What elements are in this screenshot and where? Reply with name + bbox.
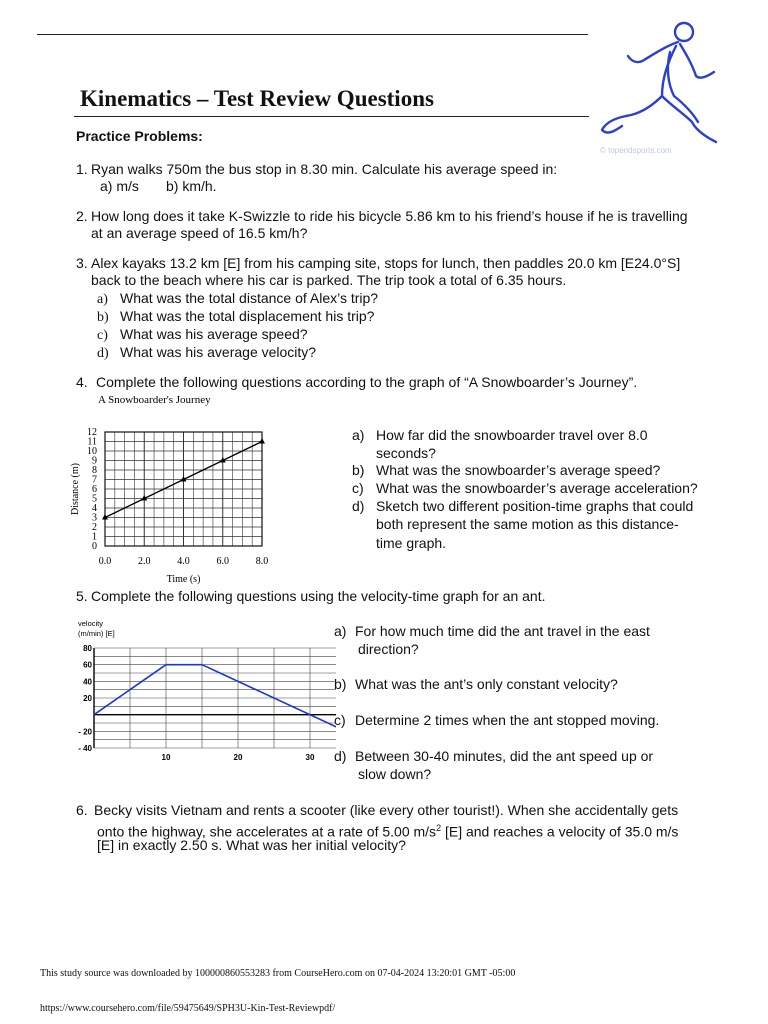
sub-question	[352, 461, 660, 479]
x-axis-label: Time (s)	[166, 574, 201, 585]
chart-title: A Snowboarder's Journey	[98, 394, 211, 406]
x-tick-label: 2.0	[138, 556, 151, 567]
question-1-options	[100, 177, 217, 195]
sub-question-text: seconds?	[376, 445, 436, 461]
question-number: 1.	[76, 161, 88, 177]
question-1	[76, 160, 558, 178]
y-tick-label: 2	[92, 522, 97, 533]
runner-logo-icon	[596, 18, 726, 146]
top-rule	[37, 34, 588, 35]
sub-question-text: What was his average speed?	[120, 326, 308, 342]
footer-download-note: This study source was downloaded by 100000860553283 from CourseHero.com on 07-04-2024 13:20:01 GMT -05:00	[40, 968, 516, 979]
y-axis-label-line1: velocity	[78, 619, 104, 628]
sub-question-text: direction?	[358, 641, 419, 657]
sub-question	[352, 479, 698, 497]
x-tick-label: 0.0	[98, 556, 112, 567]
sub-question	[334, 622, 650, 640]
sub-question-letter: a)	[352, 427, 365, 443]
sub-question	[352, 497, 693, 515]
y-tick-label: 12	[87, 427, 97, 438]
q6-superscript: 2	[436, 823, 442, 833]
sub-question-text: For how much time did the ant travel in the east	[355, 623, 650, 639]
sub-question-letter: c)	[97, 328, 108, 343]
sub-question	[334, 675, 618, 693]
y-tick-label: 0	[92, 541, 97, 552]
sub-question-letter: b)	[352, 462, 365, 478]
question-number: 5.	[76, 588, 88, 604]
y-tick-label: - 40	[78, 744, 92, 753]
question-3	[76, 254, 681, 272]
y-tick-label: 5	[92, 493, 97, 505]
question-text: Alex kayaks 13.2 km [E] from his camping site, stops for lunch, then paddles 20.0 km [E24.0°S]	[91, 255, 681, 271]
sub-question-text: Sketch two different position-time graphs that could	[376, 498, 694, 514]
y-tick-label: - 20	[78, 727, 92, 737]
question-text: How long does it take K-Swizzle to ride his bicycle 5.86 km to his friend’s house if he is travelling	[91, 208, 688, 224]
y-tick-label: 1	[92, 531, 97, 543]
sub-question	[352, 534, 446, 552]
sub-question-text: What was the total displacement his trip?	[120, 308, 375, 324]
snowboarder-chart	[62, 390, 282, 590]
question-2-line-2: at an average speed of 16.5 km/h?	[91, 225, 308, 241]
y-tick-label: 3	[92, 512, 97, 524]
footer-url[interactable]: https://www.coursehero.com/file/59475649/SPH3U-Kin-Test-Reviewpdf/	[40, 1003, 336, 1014]
question-3-line-2: back to the beach where his car is parked. The trip took a total of 6.35 hours.	[91, 272, 567, 288]
x-tick-label: 6.0	[216, 556, 229, 567]
question-text: Complete the following questions according to the graph of “A Snowboarder’s Journey”.	[96, 374, 638, 390]
sub-question-text: time graph.	[376, 535, 447, 551]
sub-question	[334, 640, 419, 658]
sub-question-text: What was his average velocity?	[120, 344, 317, 360]
question-6-line-3: [E] in exactly 2.50 s. What was her initial velocity?	[97, 837, 406, 853]
question-2	[76, 207, 688, 225]
sub-question-letter: a)	[97, 292, 108, 307]
y-axis-label: Distance (m)	[70, 463, 81, 515]
sub-question-text: both represent the same motion as this distance-	[376, 516, 679, 532]
sub-question-text: How far did the snowboarder travel over 8.0	[376, 427, 648, 443]
sub-question	[334, 765, 431, 783]
y-tick-label: 20	[83, 694, 92, 703]
sub-question	[97, 325, 308, 345]
question-number: 3.	[76, 255, 88, 271]
title-rule	[74, 116, 589, 117]
sub-question-text: Determine 2 times when the ant stopped moving.	[355, 712, 660, 728]
question-number: 2.	[76, 208, 88, 224]
ant-velocity-chart	[76, 616, 336, 766]
y-tick-label: 10	[87, 446, 97, 457]
practice-problems-heading: Practice Problems:	[76, 128, 203, 144]
x-tick-label: 30	[305, 753, 315, 762]
sub-question-letter: d)	[97, 346, 109, 361]
sub-question	[352, 515, 679, 533]
question-text: Becky visits Vietnam and rents a scooter (like every other tourist!). When she accidentally gets	[94, 802, 679, 818]
question-5	[76, 587, 546, 605]
y-tick-label: 11	[87, 436, 97, 448]
y-axis-label-line2: (m/min) [E]	[78, 629, 115, 638]
sub-question-letter: d)	[352, 498, 365, 514]
page-title: Kinematics – Test Review Questions	[80, 86, 434, 111]
x-tick-label: 20	[233, 753, 243, 762]
sub-question-letter: b)	[334, 676, 347, 692]
question-number: 6.	[76, 802, 88, 818]
option-b: b) km/h.	[166, 178, 217, 194]
question-4	[76, 373, 638, 391]
x-tick-label: 10	[161, 753, 171, 762]
sub-question-text: What was the snowboarder’s average speed?	[376, 462, 661, 478]
sub-question-letter: a)	[334, 623, 347, 639]
data-point	[259, 438, 265, 444]
question-6	[76, 801, 679, 819]
sub-question	[334, 747, 653, 765]
q6-text-b: [E] and reaches a velocity of 35.0 m/s	[441, 823, 679, 840]
sub-question	[334, 711, 659, 729]
sub-question-text: slow down?	[358, 766, 432, 782]
question-text: Ryan walks 750m the bus stop in 8.30 min. Calculate his average speed in:	[91, 161, 558, 177]
y-tick-label: 40	[83, 677, 92, 687]
question-number: 4.	[76, 374, 88, 390]
sub-question	[352, 444, 436, 462]
sub-question-text: What was the total distance of Alex’s trip?	[120, 290, 379, 306]
sub-question-text: Between 30-40 minutes, did the ant speed up or	[355, 748, 654, 764]
x-tick-label: 8.0	[255, 556, 269, 567]
sub-question-letter: d)	[334, 748, 347, 764]
sub-question	[352, 426, 648, 444]
watermark: © topendsports.com	[600, 146, 672, 155]
sub-question-letter: b)	[97, 310, 109, 325]
y-tick-label: 9	[92, 455, 97, 467]
question-text: Complete the following questions using the velocity-time graph for an ant.	[91, 588, 546, 604]
x-tick-label: 4.0	[177, 556, 190, 567]
sub-question	[97, 289, 378, 309]
option-a: a) m/s	[100, 178, 139, 194]
sub-question-text: What was the snowboarder’s average acceleration?	[376, 480, 698, 496]
y-tick-label: 4	[92, 503, 97, 514]
y-tick-label: 6	[92, 484, 97, 495]
sub-question-letter: c)	[334, 712, 346, 728]
q6-text-a: onto the highway, she accelerates at a rate of 5.00 m/s	[97, 823, 437, 840]
sub-question	[97, 343, 316, 363]
y-tick-label: 60	[83, 660, 92, 670]
y-tick-label: 8	[92, 465, 97, 476]
sub-question-text: What was the ant’s only constant velocity?	[355, 676, 618, 692]
y-tick-label: 80	[83, 644, 92, 653]
sub-question-letter: c)	[352, 480, 364, 496]
sub-question	[97, 307, 374, 327]
y-tick-label: 7	[92, 474, 97, 486]
